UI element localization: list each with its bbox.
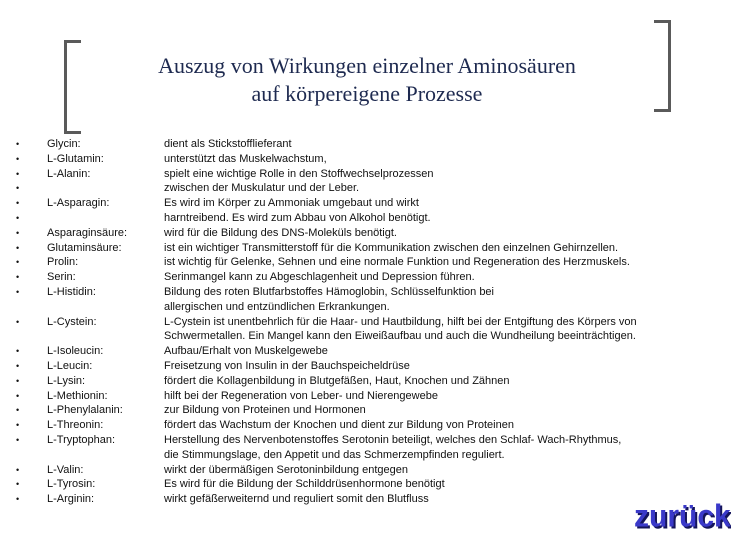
effect-description: Serinmangel kann zu Abgeschlagenheit und Depression führen.	[164, 271, 475, 284]
bullet-icon: •	[16, 198, 20, 209]
list-item	[0, 344, 720, 359]
bullet-icon: •	[16, 360, 20, 371]
list-item	[0, 181, 720, 196]
effect-description: allergischen und entzündlichen Erkrankungen.	[164, 300, 390, 313]
bullet-icon: •	[16, 168, 20, 179]
amino-acid-name: Glycin:	[47, 138, 81, 150]
effect-description: wird für die Bildung des DNS-Moleküls benötigt.	[164, 226, 397, 239]
amino-acid-name: L-Leucin:	[47, 359, 93, 372]
list-item	[0, 433, 720, 448]
list-item	[0, 329, 720, 344]
effect-description: Es wird für die Bildung der Schilddrüsenhormone benötigt	[164, 478, 445, 491]
back-link[interactable]: zurück	[634, 499, 731, 534]
bullet-icon: •	[16, 479, 20, 490]
bullet-icon: •	[16, 139, 20, 149]
bullet-icon: •	[16, 420, 20, 431]
amino-acid-name: L-Phenylalanin:	[47, 404, 123, 417]
bullet-icon: •	[16, 390, 20, 401]
effect-description: die Stimmungslage, den Appetit und das Schmerzempfinden reguliert.	[164, 448, 505, 461]
amino-acid-name: L-Tryptophan:	[47, 433, 116, 446]
list-item	[0, 389, 720, 404]
list-item	[0, 448, 720, 463]
amino-acid-name: Prolin:	[47, 256, 79, 269]
effect-description: Es wird im Körper zu Ammoniak umgebaut und wirkt	[164, 197, 419, 210]
amino-acid-name: L-Glutamin:	[47, 152, 104, 165]
list-item	[0, 241, 720, 256]
amino-acid-name: L-Methionin:	[47, 389, 108, 402]
list-item	[0, 196, 720, 211]
effect-description: Bildung des roten Blutfarbstoffes Hämoglobin, Schlüsselfunktion bei	[164, 285, 494, 298]
bullet-icon: •	[16, 494, 20, 505]
effect-description: Schwermetallen. Ein Mangel kann den Eiweißaufbau und auch die Wundheilung beeinträchtigen.	[164, 330, 636, 343]
effect-description: wirkt der übermäßigen Serotoninbildung entgegen	[164, 463, 408, 476]
effect-description: L-Cystein ist unentbehrlich für die Haar- und Hautbildung, hilft bei der Entgiftung des Körpers von	[164, 315, 637, 328]
list-item	[0, 270, 720, 285]
effect-description: Freisetzung von Insulin in der Bauchspeicheldrüse	[164, 359, 410, 372]
list-item	[0, 226, 720, 241]
amino-acid-name: L-Isoleucin:	[47, 345, 104, 358]
effect-description: fördert die Kollagenbildung in Blutgefäßen, Haut, Knochen und Zähnen	[164, 374, 510, 387]
amino-acid-name: Glutaminsäure:	[47, 241, 122, 254]
bullet-icon: •	[16, 183, 20, 194]
bullet-icon: •	[16, 375, 20, 386]
effect-description: zwischen der Muskulatur und der Leber.	[164, 182, 360, 195]
effect-description: zur Bildung von Proteinen und Hormonen	[164, 404, 366, 417]
right-bracket-decoration	[654, 20, 671, 112]
amino-acid-name: L-Asparagin:	[47, 197, 110, 210]
slide-title	[80, 52, 654, 108]
effect-description: harntreibend. Es wird zum Abbau von Alkohol benötigt.	[164, 211, 431, 224]
effect-description: ist wichtig für Gelenke, Sehnen und eine normale Funktion und Regeneration des Herzmuskels.	[164, 256, 630, 269]
amino-acid-name: L-Histidin:	[47, 285, 96, 298]
bullet-icon: •	[16, 464, 20, 475]
bullet-icon: •	[16, 346, 20, 357]
title-line-2: auf körpereigene Prozesse	[251, 81, 483, 106]
list-item	[0, 403, 720, 418]
list-item	[0, 300, 720, 315]
list-item	[0, 211, 720, 226]
amino-acid-name: L-Arginin:	[47, 493, 95, 506]
list-item	[0, 285, 720, 300]
bullet-icon: •	[16, 153, 20, 164]
bullet-icon: •	[16, 257, 20, 268]
bullet-icon: •	[16, 242, 20, 253]
amino-acid-name: L-Threonin:	[47, 419, 104, 432]
amino-acid-name: L-Alanin:	[47, 167, 91, 180]
list-item	[0, 463, 720, 478]
list-item	[0, 315, 720, 330]
effect-description: hilft bei der Regeneration von Leber- und Nierengewebe	[164, 389, 438, 402]
effect-description: fördert das Wachstum der Knochen und dient zur Bildung von Proteinen	[164, 419, 514, 432]
list-item	[0, 374, 720, 389]
list-item	[0, 255, 720, 270]
amino-acid-name: L-Tyrosin:	[47, 478, 96, 491]
amino-acid-name: Asparaginsäure:	[47, 226, 128, 239]
left-bracket-decoration	[64, 40, 81, 134]
list-item	[0, 418, 720, 433]
title-line-1: Auszug von Wirkungen einzelner Aminosäuren	[158, 53, 576, 78]
bullet-icon: •	[16, 272, 20, 283]
bullet-icon: •	[16, 434, 20, 445]
amino-acid-name: L-Valin:	[47, 463, 84, 476]
amino-acid-list	[0, 137, 720, 507]
effect-description: spielt eine wichtige Rolle in den Stoffwechselprozessen	[164, 167, 434, 180]
amino-acid-name: Serin:	[47, 271, 76, 284]
effect-description: wirkt gefäßerweiternd und reguliert somit den Blutfluss	[164, 493, 429, 506]
effect-description: Herstellung des Nervenbotenstoffes Serotonin beteiligt, welches den Schlaf- Wach-Rhythmus,	[164, 433, 622, 446]
bullet-icon: •	[16, 405, 20, 416]
bullet-icon: •	[16, 316, 20, 327]
effect-description: ist ein wichtiger Transmitterstoff für die Kommunikation zwischen den einzelnen Gehirnzellen.	[164, 241, 619, 254]
amino-acid-name: L-Cystein:	[47, 315, 97, 328]
list-item	[0, 359, 720, 374]
effect-description: dient als Stickstofflieferant	[164, 138, 292, 150]
list-item	[0, 137, 720, 152]
list-item	[0, 167, 720, 182]
bullet-icon: •	[16, 227, 20, 238]
amino-acid-name: L-Lysin:	[47, 374, 86, 387]
list-item	[0, 152, 720, 167]
list-item	[0, 477, 720, 492]
effect-description: Aufbau/Erhalt von Muskelgewebe	[164, 345, 328, 358]
bullet-icon: •	[16, 212, 20, 223]
bullet-icon: •	[16, 286, 20, 297]
effect-description: unterstützt das Muskelwachstum,	[164, 152, 327, 165]
list-item	[0, 492, 720, 507]
